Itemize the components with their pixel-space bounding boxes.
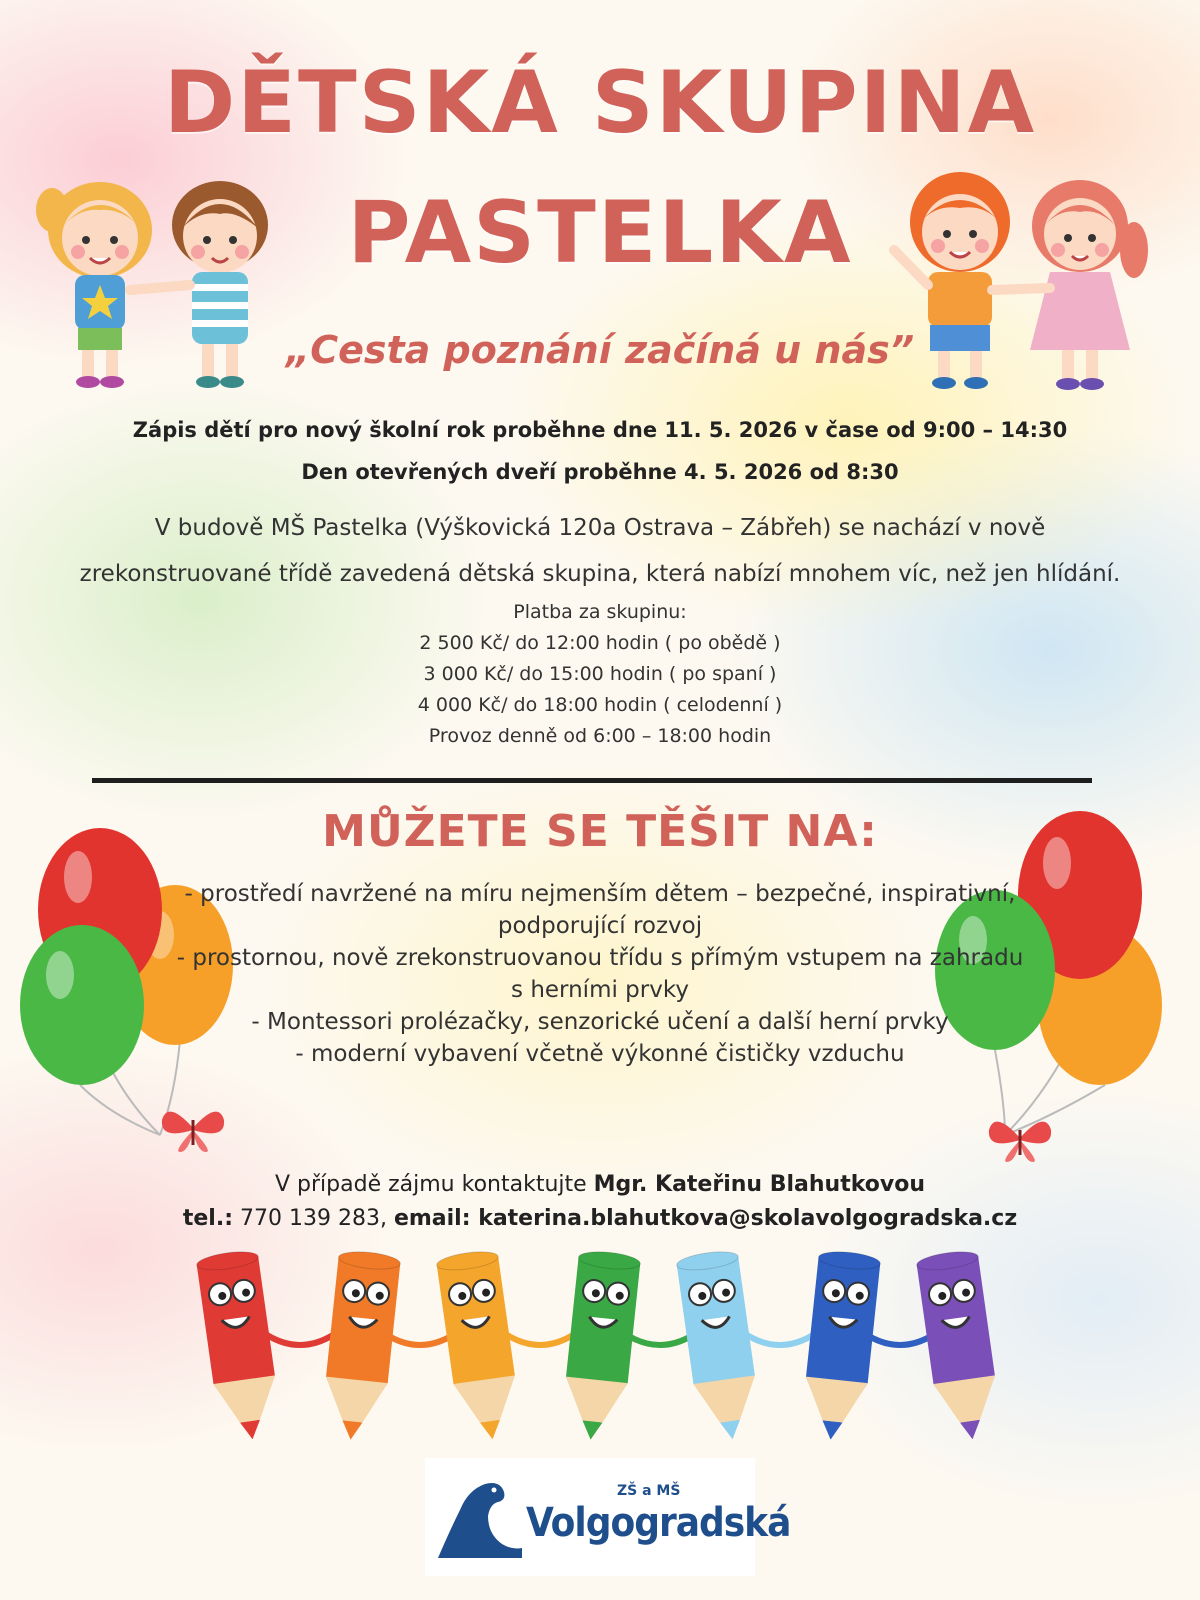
- benefits-list: [0, 878, 1200, 1070]
- logo-small-text: ZŠ a MŠ: [617, 1483, 681, 1499]
- email-label: email:: [393, 1206, 471, 1231]
- contact-line-2: [0, 1202, 1200, 1236]
- pencil-arm: [747, 1335, 813, 1345]
- title-line-1: DĚTSKÁ SKUPINA: [163, 53, 1037, 153]
- motto: „Cesta poznání začíná u nás”: [285, 328, 915, 372]
- price-item: 3 000 Kč/ do 15:00 hodin ( po spaní ): [423, 663, 777, 685]
- pencil-character: [800, 1249, 881, 1442]
- look-forward-heading: MŮŽETE SE TĚŠIT NA:: [322, 806, 878, 857]
- contact-block: [0, 1168, 1200, 1236]
- enrollment-info: Zápis dětí pro nový školní rok proběhne dne 11. 5. 2026 v čase od 9:00 – 14:30: [132, 418, 1068, 442]
- description-line-2: zrekonstruované třídě zavedená dětská skupina, která nabízí mnohem víc, než jen hlídání.: [79, 561, 1121, 587]
- butterfly-icon: [158, 1100, 228, 1155]
- pencil-character: [916, 1249, 1004, 1444]
- pencil-arm: [867, 1335, 933, 1345]
- pencil-character: [560, 1249, 641, 1442]
- logo-name: Volgogradská: [526, 1500, 791, 1546]
- pencil-character: [676, 1249, 764, 1444]
- benefit-item: s herními prvky: [511, 977, 689, 1003]
- benefit-item: podporující rozvoj: [497, 913, 703, 939]
- title-line-2: PASTELKA: [347, 183, 853, 283]
- contact-line-1: [0, 1168, 1200, 1202]
- pencil-arm: [627, 1335, 693, 1345]
- email-value[interactable]: katerina.blahutkova@skolavolgogradska.cz: [470, 1206, 1018, 1231]
- payment-heading: Platba za skupinu:: [513, 601, 687, 623]
- butterfly-icon: [985, 1110, 1055, 1165]
- pencil-arm: [387, 1335, 453, 1345]
- benefit-item: - Montessori prolézačky, senzorické učení a další herní prvky: [251, 1009, 949, 1035]
- contact-prefix: V případě zájmu kontaktujte: [275, 1172, 594, 1197]
- seal-logo-icon: [430, 1470, 530, 1565]
- price-item: 4 000 Kč/ do 18:00 hodin ( celodenní ): [417, 694, 783, 716]
- benefit-item: - prostornou, nově zrekonstruovanou třídu s přímým vstupem na zahradu: [176, 945, 1024, 971]
- price-list: [0, 597, 1200, 752]
- pencil-character: [320, 1249, 401, 1442]
- price-item: 2 500 Kč/ do 12:00 hodin ( po obědě ): [419, 632, 781, 654]
- description-line-1: V budově MŠ Pastelka (Výškovická 120a Ostrava – Zábřeh) se nachází v nově: [154, 515, 1046, 541]
- pencil-character: [436, 1249, 524, 1444]
- pencils-illustration: [180, 1240, 1020, 1460]
- tel-value[interactable]: 770 139 283,: [233, 1206, 394, 1231]
- open-day-info: Den otevřených dveří proběhne 4. 5. 2026 od 8:30: [301, 460, 899, 484]
- pencil-arm: [507, 1335, 573, 1345]
- operating-hours: Provoz denně od 6:00 – 18:00 hodin: [428, 725, 772, 747]
- description: [0, 505, 1200, 597]
- contact-name: Mgr. Kateřinu Blahutkovou: [593, 1172, 925, 1197]
- benefit-item: - prostředí navržené na míru nejmenším dětem – bezpečné, inspirativní,: [184, 881, 1016, 907]
- tel-label: tel.:: [182, 1206, 233, 1231]
- benefit-item: - moderní vybavení včetně výkonné čističky vzduchu: [295, 1041, 905, 1067]
- pencil-arm: [267, 1335, 333, 1345]
- divider-line: [92, 778, 1092, 783]
- pencil-character: [196, 1249, 284, 1444]
